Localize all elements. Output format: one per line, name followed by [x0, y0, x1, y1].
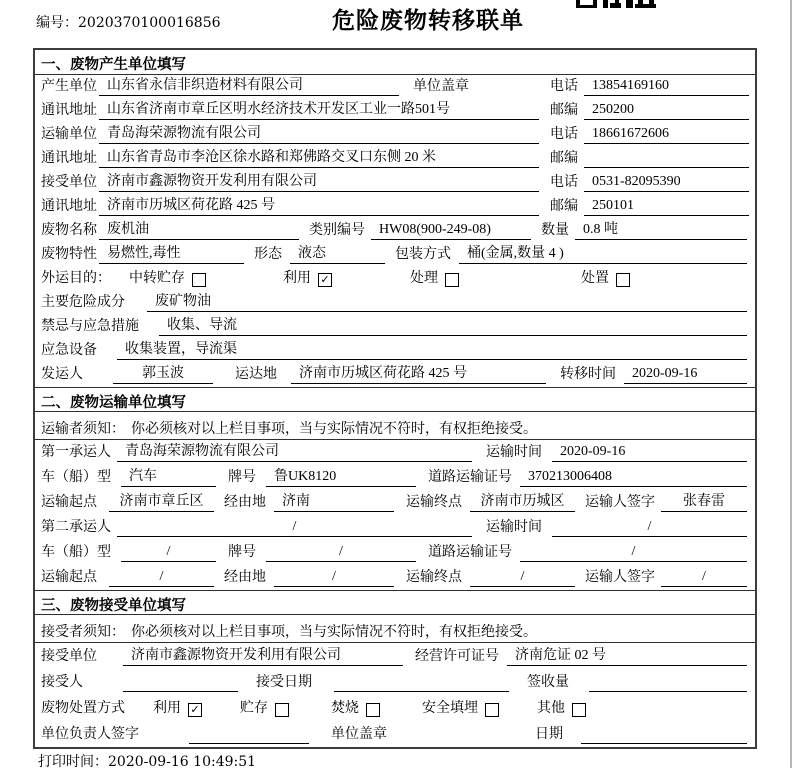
receive-notice-text: 你必须核对以上栏目事项，当与实际情况不符时，有权拒绝接受。 [131, 625, 537, 640]
receiver-address-label: 通讯地址 [41, 199, 97, 214]
transport-phone-label: 电话 [550, 127, 578, 142]
producer-address-label: 通讯地址 [41, 103, 97, 118]
transport-zip-value [584, 166, 749, 168]
row-producer-unit [35, 75, 755, 99]
vehicle1-permit-label: 道路运输证号 [428, 470, 512, 485]
disposal-option-other: 其他 [537, 701, 565, 716]
route1-end-value: 济南市历城区 [470, 490, 575, 512]
manifest-form [33, 48, 757, 749]
row-hazard-components [35, 291, 755, 315]
receive-notice [35, 615, 755, 643]
responsible-sign-value [189, 742, 309, 744]
transfer-time-label: 转移时间 [560, 367, 616, 382]
receiver-phone-label: 电话 [550, 175, 578, 190]
row-route2 [35, 565, 755, 590]
producer-unit-value: 山东省永信非织造材料有限公司 [99, 74, 399, 96]
row-transport-unit [35, 123, 755, 147]
route1-sign-label: 运输人签字 [585, 495, 655, 510]
purpose-option-use: 利用 [283, 271, 311, 286]
waste-form-label: 形态 [254, 247, 282, 262]
purpose-option-dispose: 处置 [581, 271, 609, 286]
row-receiver-unit [35, 171, 755, 195]
row-emergency-measures [35, 315, 755, 339]
received-qty-value [589, 690, 747, 692]
receive-notice-label: 接受者须知： [41, 625, 125, 640]
row-carrier2 [35, 515, 755, 540]
checkbox-disposal-landfill [485, 703, 499, 717]
accept-person-value [123, 690, 238, 692]
emergency-measures-value: 收集、导流 [159, 314, 747, 336]
transport-phone-value: 18661672606 [584, 126, 749, 144]
receiver-unit-label: 接受单位 [41, 175, 97, 190]
row-accept-unit [35, 643, 755, 669]
emergency-equipment-value: 收集装置，导流渠 [117, 338, 747, 360]
row-route1 [35, 490, 755, 515]
emergency-equipment-label: 应急设备 [41, 343, 97, 358]
print-time [38, 751, 256, 771]
unit-seal-label: 单位盖章 [413, 79, 469, 94]
transport-address-value: 山东省青岛市李沧区徐水路和郑佛路交叉口东侧 20 米 [99, 146, 539, 168]
section-transport [35, 387, 755, 590]
disposal-option-landfill: 安全填埋 [422, 701, 478, 716]
route2-via-label: 经由地 [224, 570, 266, 585]
purpose-option-storage: 中转贮存 [129, 271, 185, 286]
checkbox-disposal-store [275, 703, 289, 717]
print-time-value: 2020-09-16 10:49:51 [108, 754, 257, 770]
disposal-option-burn: 焚烧 [331, 701, 359, 716]
receiver-unit-value: 济南市鑫源物资开发利用有限公司 [99, 170, 539, 192]
transport-zip-label: 邮编 [550, 151, 578, 166]
route1-start-label: 运输起点 [41, 495, 97, 510]
print-time-label: 打印时间： [38, 755, 108, 770]
row-transfer-purpose [35, 267, 755, 291]
route1-sign-value: 张春雷 [661, 490, 747, 512]
signoff-seal-label: 单位盖章 [331, 727, 387, 742]
row-carrier1 [35, 440, 755, 465]
accept-unit-value: 济南市鑫源物资开发利用有限公司 [123, 644, 403, 666]
page-edge-line [790, 0, 792, 768]
row-dispatch [35, 363, 755, 387]
transport-unit-value: 青岛海荣源物流有限公司 [99, 122, 539, 144]
route2-via-value: / [274, 569, 394, 587]
section-producer [35, 50, 755, 387]
checkbox-storage [192, 273, 206, 287]
signoff-date-label: 日期 [535, 727, 563, 742]
waste-name-label: 废物名称 [41, 223, 97, 238]
receiver-phone-value: 0531-82095390 [584, 174, 749, 192]
route2-start-value: / [109, 569, 214, 587]
vehicle2-permit-label: 道路运输证号 [428, 545, 512, 560]
dispatcher-value: 郭玉波 [113, 362, 213, 384]
receiver-zip-label: 邮编 [550, 199, 578, 214]
disposal-option-store: 贮存 [240, 701, 268, 716]
producer-phone-label: 电话 [550, 79, 578, 94]
checkbox-dispose [616, 273, 630, 287]
waste-props-value: 易燃性,毒性 [99, 242, 244, 264]
row-disposal-method [35, 695, 755, 721]
row-waste-props [35, 243, 755, 267]
hazard-components-value: 废矿物油 [147, 290, 747, 312]
doc-number-label: 编号： [36, 16, 78, 31]
carrier2-label: 第二承运人 [41, 520, 111, 535]
row-vehicle1 [35, 465, 755, 490]
accept-person-label: 接受人 [41, 675, 83, 690]
accept-date-value [334, 690, 509, 692]
destination-value: 济南市历城区荷花路 425 号 [291, 362, 546, 384]
checkbox-disposal-use: ✓ [188, 703, 202, 717]
section-receive-header: 三、废物接受单位填写 [35, 590, 755, 615]
row-vehicle2 [35, 540, 755, 565]
carrier1-value: 青岛海荣源物流有限公司 [117, 440, 472, 462]
transport-notice [35, 412, 755, 440]
purpose-option-treat: 处理 [410, 271, 438, 286]
route2-start-label: 运输起点 [41, 570, 97, 585]
dispatcher-label: 发运人 [41, 367, 83, 382]
carrier1-time-value: 2020-09-16 [552, 444, 747, 462]
vehicle1-plate-label: 牌号 [228, 470, 256, 485]
transport-notice-label: 运输者须知： [41, 422, 125, 437]
transport-unit-label: 运输单位 [41, 127, 97, 142]
checkbox-use: ✓ [318, 273, 332, 287]
transfer-time-value: 2020-09-16 [624, 366, 747, 384]
row-signoff [35, 721, 755, 747]
signoff-date-value [581, 742, 747, 744]
row-producer-address [35, 99, 755, 123]
checkbox-disposal-burn [366, 703, 380, 717]
carrier2-time-value: / [552, 519, 747, 537]
vehicle2-permit-value: / [520, 544, 747, 562]
carrier2-value: / [117, 519, 472, 537]
section-producer-header: 一、废物产生单位填写 [35, 50, 755, 75]
producer-zip-value: 250200 [584, 102, 749, 120]
section-transport-header: 二、废物运输单位填写 [35, 387, 755, 412]
route2-end-value: / [470, 569, 575, 587]
waste-form-value: 液态 [290, 242, 385, 264]
page-title: 危险废物转移联单 [332, 8, 524, 33]
row-emergency-equipment [35, 339, 755, 363]
license-label: 经营许可证号 [415, 649, 499, 664]
waste-code-value: HW08(900-249-08) [371, 222, 531, 240]
route1-via-value: 济南 [274, 490, 394, 512]
producer-address-value: 山东省济南市章丘区明水经济技术开发区工业一路501号 [99, 98, 539, 120]
vehicle2-plate-value: / [266, 544, 416, 562]
producer-phone-value: 13854169160 [584, 78, 749, 96]
checkbox-disposal-other [572, 703, 586, 717]
route2-sign-label: 运输人签字 [585, 570, 655, 585]
route1-via-label: 经由地 [224, 495, 266, 510]
accept-unit-label: 接受单位 [41, 649, 97, 664]
row-waste-name [35, 219, 755, 243]
carrier1-label: 第一承运人 [41, 445, 111, 460]
route2-end-label: 运输终点 [406, 570, 462, 585]
vehicle2-type-label: 车（船）型 [41, 545, 111, 560]
accept-date-label: 接受日期 [256, 675, 312, 690]
carrier1-time-label: 运输时间 [486, 445, 542, 460]
waste-pack-value: 桶(金属,数量 4 ) [459, 242, 747, 264]
vehicle1-type-label: 车（船）型 [41, 470, 111, 485]
vehicle1-type-value: 汽车 [121, 465, 216, 487]
section-receive [35, 590, 755, 747]
received-qty-label: 签收量 [527, 675, 569, 690]
responsible-sign-label: 单位负责人签字 [41, 727, 139, 742]
vehicle2-plate-label: 牌号 [228, 545, 256, 560]
checkbox-treat [445, 273, 459, 287]
waste-qty-value: 0.8 吨 [575, 218, 747, 240]
waste-code-label: 类别编号 [309, 223, 365, 238]
hazard-components-label: 主要危险成分 [41, 295, 125, 310]
vehicle2-type-value: / [121, 544, 216, 562]
row-accept-person [35, 669, 755, 695]
row-receiver-address [35, 195, 755, 219]
receiver-address-value: 济南市历城区荷花路 425 号 [99, 194, 539, 216]
waste-props-label: 废物特性 [41, 247, 97, 262]
producer-unit-label: 产生单位 [41, 79, 97, 94]
transfer-purpose-label: 外运目的： [41, 271, 111, 286]
transport-notice-text: 你必须核对以上栏目事项，当与实际情况不符时，有权拒绝接受。 [131, 422, 537, 437]
receiver-zip-value: 250101 [584, 198, 749, 216]
route1-end-label: 运输终点 [406, 495, 462, 510]
waste-qty-label: 数量 [541, 223, 569, 238]
waste-name-value: 废机油 [99, 218, 299, 240]
disposal-method-label: 废物处置方式 [41, 701, 125, 716]
vehicle1-permit-value: 370213006408 [520, 469, 747, 487]
emergency-measures-label: 禁忌与应急措施 [41, 319, 139, 334]
carrier2-time-label: 运输时间 [486, 520, 542, 535]
row-transport-address [35, 147, 755, 171]
route2-sign-value: / [661, 569, 747, 587]
disposal-option-use: 利用 [153, 701, 181, 716]
license-value: 济南危证 02 号 [507, 644, 747, 666]
doc-number [36, 12, 221, 32]
producer-zip-label: 邮编 [550, 103, 578, 118]
doc-number-value: 2020370100016856 [78, 15, 221, 31]
route1-start-value: 济南市章丘区 [109, 490, 214, 512]
destination-label: 运达地 [235, 367, 277, 382]
qr-code-fragment-icon [576, 0, 656, 8]
waste-pack-label: 包装方式 [395, 247, 451, 262]
vehicle1-plate-value: 鲁UK8120 [266, 465, 416, 487]
transport-address-label: 通讯地址 [41, 151, 97, 166]
